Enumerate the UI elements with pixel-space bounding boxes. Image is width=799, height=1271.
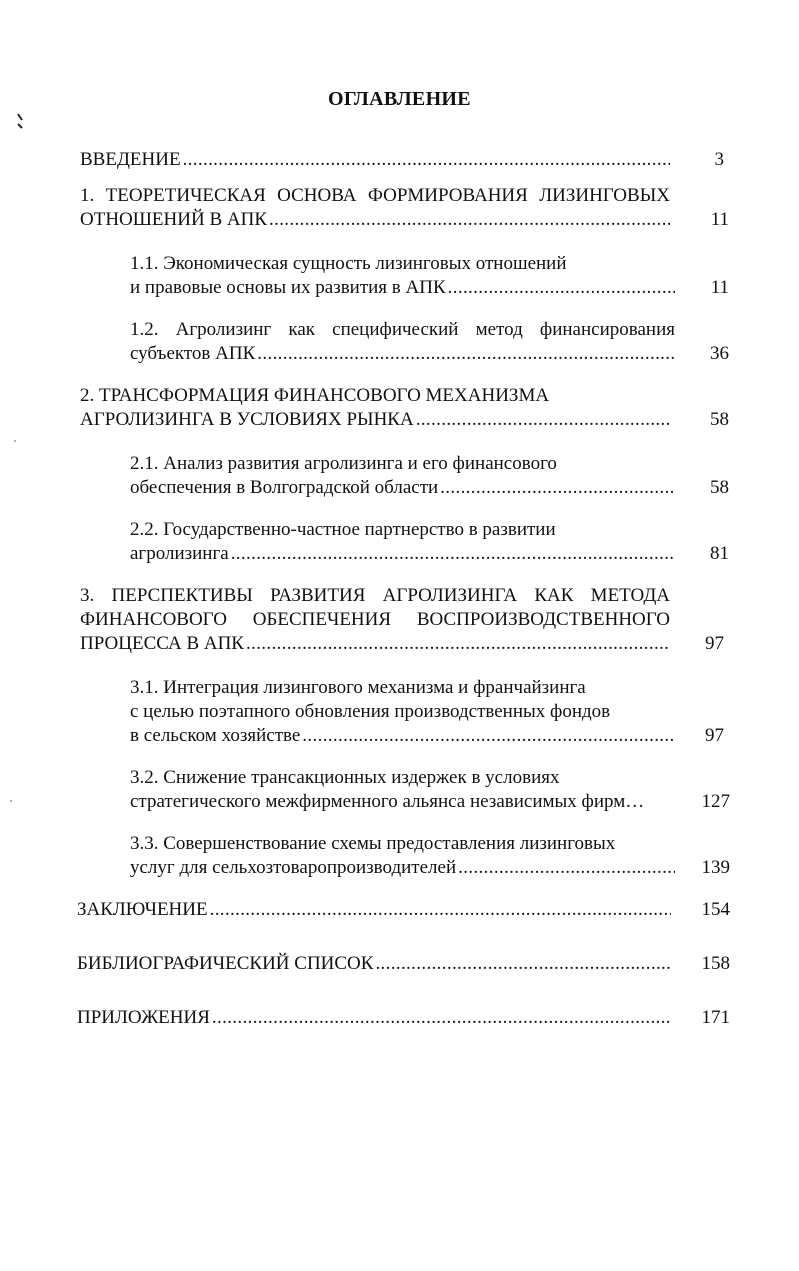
toc-entry-line: 3. ПЕРСПЕКТИВЫ РАЗВИТИЯ АГРОЛИЗИНГА КАК МЕТОДА (80, 585, 670, 606)
toc-entry-text: обеспечения в Волгоградской области (130, 477, 439, 498)
toc-entry-line (130, 476, 675, 500)
toc-entry-line (130, 542, 675, 566)
toc-entry-line (130, 342, 675, 366)
toc-entry-line: ФИНАНСОВОГО ОБЕСПЕЧЕНИЯ ВОСПРОИЗВОДСТВЕННОГО (80, 609, 670, 630)
toc-entry-line (77, 952, 671, 976)
toc-page-number: 58 (710, 477, 729, 498)
dot-leader (257, 342, 675, 366)
scan-mark-icon (16, 112, 24, 132)
toc-entry-line: 2.2. Государственно-частное партнерство в развитии (130, 519, 556, 540)
toc-entry-line (130, 276, 675, 300)
dot-leader (231, 542, 675, 566)
dot-leader (210, 898, 671, 922)
toc-entry-bibliography (77, 952, 671, 976)
toc-page-number: 97 (705, 725, 724, 746)
toc-entry-text: БИБЛИОГРАФИЧЕСКИЙ СПИСОК (77, 953, 374, 974)
dot-leader (458, 856, 675, 880)
toc-page-number: 81 (710, 543, 729, 564)
toc-page-number: 97 (705, 633, 724, 654)
toc-entry-line: 3.1. Интеграция лизингового механизма и франчайзинга (130, 677, 586, 698)
toc-entry-chapter-2 (80, 384, 670, 432)
toc-entry-line: 3.3. Совершенствование схемы предоставления лизинговых (130, 833, 616, 854)
toc-entry-text: ПРОЦЕССА В АПК (80, 633, 244, 654)
toc-entry-conclusion (77, 898, 671, 922)
dot-leader (246, 632, 670, 656)
toc-entry-line: 1. ТЕОРЕТИЧЕСКАЯ ОСНОВА ФОРМИРОВАНИЯ ЛИЗИНГОВЫХ (80, 185, 670, 206)
toc-page-number: 127 (701, 791, 730, 812)
toc-entry-line: 3.2. Снижение трансакционных издержек в условиях (130, 767, 560, 788)
toc-entry-chapter-3 (80, 584, 670, 656)
scan-speck (14, 440, 16, 442)
toc-page-number: 3 (714, 149, 724, 170)
toc-entry-text: субъектов АПК (130, 343, 256, 364)
toc-entry-text: ВВЕДЕНИЕ (80, 149, 181, 170)
toc-entry-appendices (77, 1006, 671, 1030)
scan-speck (10, 800, 12, 802)
toc-entry-line (80, 408, 670, 432)
toc-entry-text: и правовые основы их развития в АПК (130, 277, 446, 298)
toc-entry-line (77, 1006, 671, 1030)
toc-entry-section-3-3 (130, 832, 675, 880)
toc-entry-line (80, 148, 670, 172)
toc-entry-line: 1.2. Агролизинг как специфический метод финансирования (130, 319, 675, 340)
toc-entry-text: ЗАКЛЮЧЕНИЕ (77, 899, 208, 920)
toc-entry-line: 2.1. Анализ развития агролизинга и его финансового (130, 453, 557, 474)
toc-entry-section-3-2 (130, 766, 675, 814)
toc-page-number: 58 (710, 409, 729, 430)
dot-leader (212, 1006, 671, 1030)
toc-page-number: 158 (701, 953, 730, 974)
toc-entry-section-3-1 (130, 676, 675, 748)
toc-entry-text: АГРОЛИЗИНГА В УСЛОВИЯХ РЫНКА (80, 409, 414, 430)
toc-page-number: 11 (710, 277, 729, 298)
toc-entry-section-2-2 (130, 518, 675, 566)
toc-entry-text: ПРИЛОЖЕНИЯ (77, 1007, 210, 1028)
dot-leader (416, 408, 670, 432)
toc-entry-line (130, 856, 675, 880)
toc-entry-line: 1.1. Экономическая сущность лизинговых отношений (130, 253, 567, 274)
toc-page-number: 171 (701, 1007, 730, 1028)
toc-entry-text: в сельском хозяйстве (130, 725, 301, 746)
toc-page-number: 139 (701, 857, 730, 878)
page-title: ОГЛАВЛЕНИЕ (328, 88, 471, 110)
toc-entry-section-1-1 (130, 252, 675, 300)
toc-entry-line: стратегического межфирменного альянса независимых фирм… (130, 791, 645, 812)
toc-entry-line (80, 208, 670, 232)
dot-leader (440, 476, 675, 500)
toc-entry-text: услуг для сельхозтоваропроизводителей (130, 857, 457, 878)
toc-entry-chapter-1 (80, 184, 670, 232)
dot-leader (269, 208, 670, 232)
toc-entry-section-1-2 (130, 318, 675, 366)
toc-entry-text: агролизинга (130, 543, 229, 564)
dot-leader (302, 724, 675, 748)
toc-entry-line (80, 632, 670, 656)
toc-entry-line: с целью поэтапного обновления производственных фондов (130, 701, 611, 722)
toc-entry-line: 2. ТРАНСФОРМАЦИЯ ФИНАНСОВОГО МЕХАНИЗМА (80, 385, 550, 406)
toc-page-number: 36 (710, 343, 729, 364)
toc-page-number: 11 (710, 209, 729, 230)
dot-leader (183, 148, 670, 172)
toc-page-number: 154 (701, 899, 730, 920)
toc-entry-line (77, 898, 671, 922)
dot-leader (448, 276, 675, 300)
toc-entry-line (130, 724, 675, 748)
toc-entry-section-2-1 (130, 452, 675, 500)
toc-entry-text: ОТНОШЕНИЙ В АПК (80, 209, 267, 230)
toc-entry-introduction (80, 148, 670, 172)
dot-leader (375, 952, 671, 976)
